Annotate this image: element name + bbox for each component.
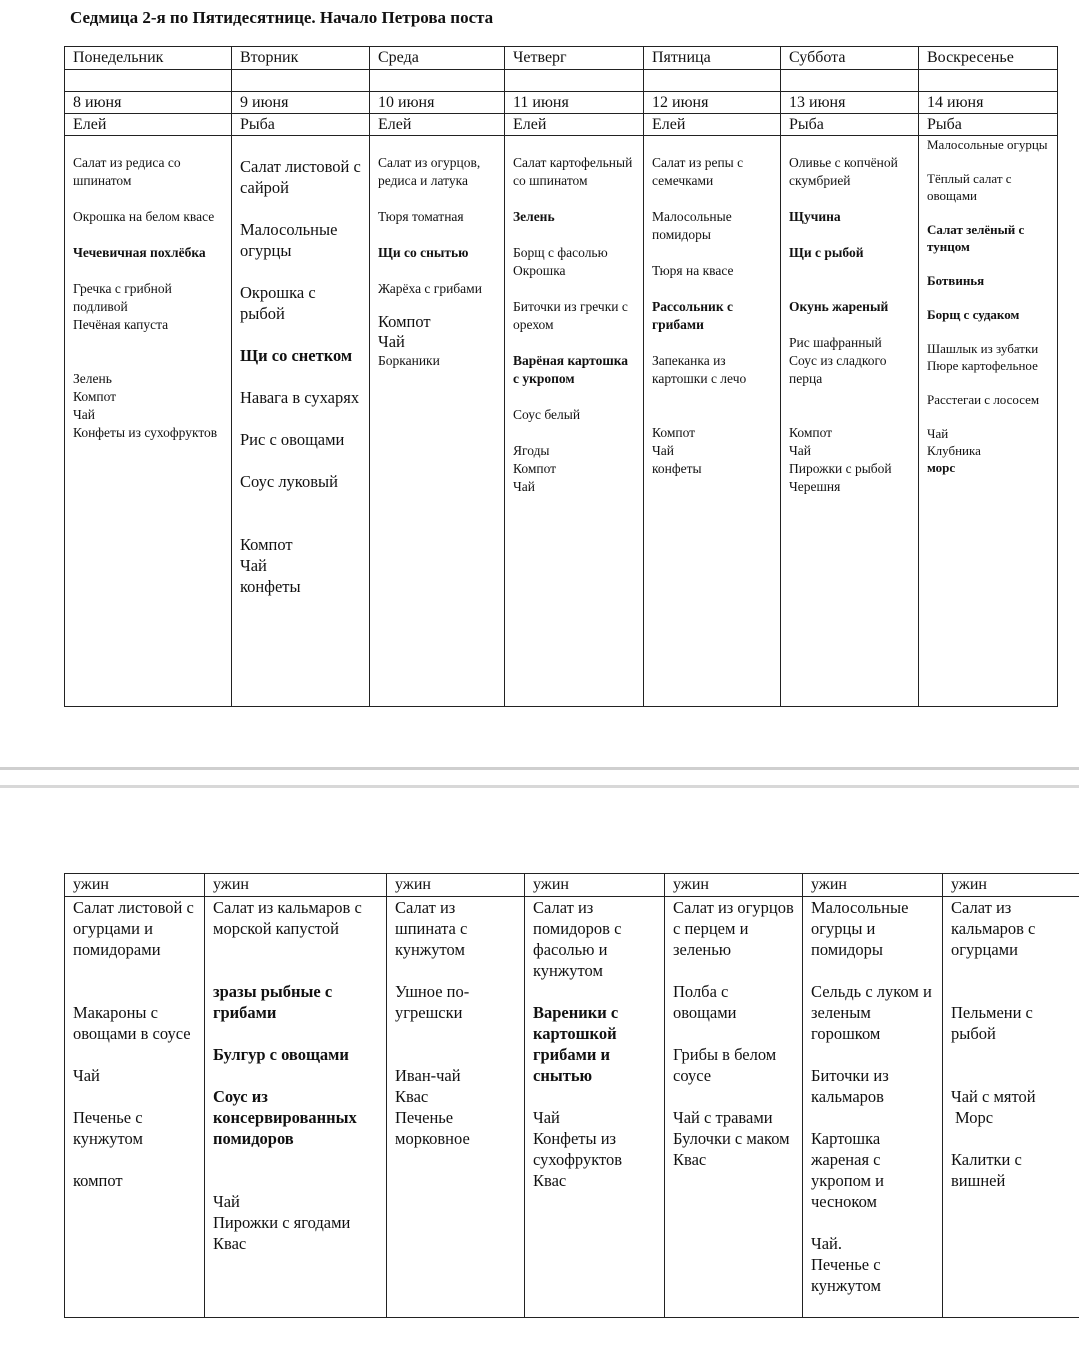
- menu-item: Оливье с копчёной скумбрией: [789, 155, 898, 188]
- weekday-header-row: [65, 47, 1058, 70]
- dinner-cell-3: [387, 897, 525, 1318]
- menu-item: Конфеты из сухофруктов: [73, 425, 218, 440]
- day-header: Воскресенье: [919, 47, 1058, 70]
- menu-item: Чай: [789, 443, 811, 458]
- menu-cell-sunday: [919, 136, 1058, 707]
- menu-item: Расстегаи с лососем: [927, 392, 1040, 407]
- menu-item: Ушное по-угрешски: [395, 982, 470, 1022]
- menu-item: Шашлык из зубатки: [927, 341, 1039, 356]
- menu-item: Пельмени с рыбой: [951, 1003, 1033, 1043]
- menu-item: Полба с овощами: [673, 982, 737, 1022]
- dinner-cell-2: [205, 897, 387, 1318]
- menu-item: Пирожки с рыбой: [789, 461, 892, 476]
- menu-item: Окрошка на белом квасе: [73, 209, 215, 224]
- menu-item: Квас: [533, 1171, 567, 1190]
- menu-item: Компот: [513, 461, 557, 476]
- menu-item: Гречка с грибной подливой: [73, 281, 172, 314]
- menu-cell-wednesday: [370, 136, 505, 707]
- menu-item: Борщ с судаком: [927, 307, 1020, 322]
- date-cell: 11 июня: [505, 92, 644, 114]
- dinner-cell-5: [665, 897, 803, 1318]
- menu-item: Печенье с кунжутом: [73, 1108, 143, 1148]
- menu-item: Картошка жареная с укропом и чесноком: [811, 1129, 884, 1211]
- fasting-kind-cell: Рыба: [781, 114, 919, 136]
- dinner-header: ужин: [65, 874, 205, 897]
- menu-item: морс: [927, 460, 956, 475]
- menu-item: Ботвинья: [927, 273, 985, 288]
- menu-item: Биточки из кальмаров: [811, 1066, 889, 1106]
- menu-item: Чай.: [811, 1234, 843, 1253]
- menu-item: Салат листовой с огурцами и помидорами: [73, 898, 194, 959]
- menu-cell-tuesday: [232, 136, 370, 707]
- menu-item: Рассольник с грибами: [652, 299, 733, 332]
- dinner-header: ужин: [803, 874, 943, 897]
- day-header: Пятница: [644, 47, 781, 70]
- menu-item: Компот: [240, 535, 293, 554]
- menu-item: Пирожки с ягодами: [213, 1213, 351, 1232]
- page-separator: [0, 785, 1079, 788]
- menu-item: Малосольные огурцы: [240, 220, 338, 260]
- menu-item: Печенье с кунжутом: [811, 1255, 881, 1295]
- day-header: Суббота: [781, 47, 919, 70]
- menu-item: Салат из помидоров с фасолью и кунжутом: [533, 898, 622, 980]
- fasting-kind-cell: Елей: [505, 114, 644, 136]
- dinner-cell-4: [525, 897, 665, 1318]
- menu-item: Салат листовой с сайрой: [240, 157, 361, 197]
- menu-item: Тюря томатная: [378, 209, 464, 224]
- dinner-table: [64, 873, 1079, 1318]
- menu-item: Пюре картофельное: [927, 358, 1038, 373]
- menu-item: Чай: [213, 1192, 240, 1211]
- fasting-kind-cell: Рыба: [232, 114, 370, 136]
- date-row: [65, 92, 1058, 114]
- menu-item: Компот: [789, 425, 833, 440]
- day-header: Четверг: [505, 47, 644, 70]
- menu-item: Борканики: [378, 353, 440, 368]
- date-cell: 13 июня: [781, 92, 919, 114]
- menu-item: Ягоды: [513, 443, 550, 458]
- menu-item: Окрошка с рыбой: [240, 283, 316, 323]
- date-cell: 14 июня: [919, 92, 1058, 114]
- menu-item: Чай: [73, 407, 95, 422]
- fasting-kind-cell: Рыба: [919, 114, 1058, 136]
- menu-item: Щи со снытью: [378, 245, 469, 260]
- menu-item: Салат зелёный с тунцом: [927, 222, 1025, 254]
- page-title: Седмица 2-я по Пятидесятнице. Начало Петрова поста: [70, 8, 494, 27]
- menu-item: Варёная картошка с укропом: [513, 353, 629, 386]
- menu-row: [65, 136, 1058, 707]
- menu-item: Салат из огурцов с перцем и зеленью: [673, 898, 794, 959]
- dinner-header: ужин: [387, 874, 525, 897]
- menu-item: Малосольные огурцы: [927, 137, 1048, 152]
- fasting-kind-cell: Елей: [65, 114, 232, 136]
- menu-item: Компот: [378, 312, 431, 331]
- dinner-header-row: [65, 874, 1079, 897]
- menu-item: Борщ с фасолью: [513, 245, 608, 260]
- menu-item: зразы рыбные с грибами: [213, 982, 333, 1022]
- menu-item: Зелень: [73, 371, 112, 386]
- day-header: Среда: [370, 47, 505, 70]
- menu-item: Чай: [533, 1108, 560, 1127]
- menu-item: Щучина: [789, 209, 841, 224]
- dinner-header: ужин: [665, 874, 803, 897]
- dinner-header: ужин: [205, 874, 387, 897]
- menu-item: Клубника: [927, 443, 981, 458]
- menu-item: Иван-чай: [395, 1066, 461, 1085]
- menu-item: Салат из репы с семечками: [652, 155, 744, 188]
- menu-item: Морс: [955, 1108, 994, 1127]
- menu-item: Компот: [73, 389, 117, 404]
- menu-item: Чай с мятой: [951, 1087, 1036, 1106]
- menu-item: Салат из редиса со шпинатом: [73, 155, 181, 188]
- blank-row: [65, 70, 1058, 92]
- menu-item: Грибы в белом соусе: [673, 1045, 777, 1085]
- menu-item: Чай: [927, 426, 949, 441]
- menu-item: Чай: [378, 332, 405, 351]
- menu-item: Жарёха с грибами: [378, 281, 482, 296]
- day-header: Понедельник: [65, 47, 232, 70]
- fasting-kind-cell: Елей: [644, 114, 781, 136]
- menu-item: Квас: [673, 1150, 707, 1169]
- menu-cell-saturday: [781, 136, 919, 707]
- menu-item: Щи с рыбой: [789, 245, 864, 260]
- menu-item: Салат из кальмаров с морской капустой: [213, 898, 362, 938]
- menu-item: Чай: [240, 556, 267, 575]
- date-cell: 9 июня: [232, 92, 370, 114]
- fasting-kind-row: [65, 114, 1058, 136]
- menu-item: конфеты: [652, 461, 702, 476]
- menu-table-week: [64, 46, 1058, 707]
- menu-item: Малосольные помидоры: [652, 209, 732, 242]
- menu-item: Чай: [513, 479, 535, 494]
- menu-item: Малосольные огурцы и помидоры: [811, 898, 909, 959]
- date-cell: 8 июня: [65, 92, 232, 114]
- dinner-cell-6: [803, 897, 943, 1318]
- menu-item: Соус из консервированных помидоров: [213, 1087, 357, 1148]
- menu-item: Печенье морковное: [395, 1108, 470, 1148]
- menu-item: конфеты: [240, 577, 301, 596]
- menu-item: Тёплый салат с овощами: [927, 171, 1012, 203]
- menu-item: Салат из огурцов, редиса и латука: [378, 155, 481, 188]
- menu-item: Зелень: [513, 209, 555, 224]
- menu-item: Салат из шпината с кунжутом: [395, 898, 468, 959]
- menu-item: Чай: [73, 1066, 100, 1085]
- menu-item: Соус белый: [513, 407, 581, 422]
- menu-item: Квас: [395, 1087, 429, 1106]
- menu-item: Квас: [213, 1234, 247, 1253]
- menu-cell-friday: [644, 136, 781, 707]
- day-header: Вторник: [232, 47, 370, 70]
- fasting-kind-cell: Елей: [370, 114, 505, 136]
- menu-item: Биточки из гречки с орехом: [513, 299, 628, 332]
- menu-item: Соус луковый: [240, 472, 338, 491]
- menu-item: Соус из сладкого перца: [789, 353, 887, 386]
- page-separator: [0, 767, 1079, 770]
- menu-item: Булгур с овощами: [213, 1045, 349, 1064]
- date-cell: 12 июня: [644, 92, 781, 114]
- menu-item: Рис с овощами: [240, 430, 345, 449]
- dinner-row: [65, 897, 1079, 1318]
- menu-item: Чай с травами: [673, 1108, 773, 1127]
- menu-item: Навага в сухарях: [240, 388, 360, 407]
- menu-item: Щи со снетком: [240, 346, 353, 365]
- menu-item: Булочки с маком: [673, 1129, 790, 1148]
- dinner-cell-1: [65, 897, 205, 1318]
- dinner-header: ужин: [525, 874, 665, 897]
- menu-cell-thursday: [505, 136, 644, 707]
- menu-item: Макароны с овощами в соусе: [73, 1003, 191, 1043]
- dinner-cell-7: [943, 897, 1079, 1318]
- menu-item: Чай: [652, 443, 674, 458]
- menu-item: Окунь жареный: [789, 299, 889, 314]
- menu-item: Тюря на квасе: [652, 263, 734, 278]
- menu-item: Компот: [652, 425, 696, 440]
- menu-item: Черешня: [789, 479, 841, 494]
- menu-item: Сельдь с луком и зеленым горошком: [811, 982, 932, 1043]
- menu-item: компот: [73, 1171, 123, 1190]
- menu-item: Вареники с картошкой грибами и снытью: [533, 1003, 619, 1085]
- dinner-header: ужин: [943, 874, 1079, 897]
- menu-item: Чечевичная похлёбка: [73, 245, 206, 260]
- menu-item: Конфеты из сухофруктов: [533, 1129, 623, 1169]
- date-cell: 10 июня: [370, 92, 505, 114]
- menu-item: Калитки с вишней: [951, 1150, 1022, 1190]
- menu-cell-monday: [65, 136, 232, 707]
- menu-item: Запеканка из картошки с лечо: [652, 353, 747, 386]
- menu-item: Салат картофельный со шпинатом: [513, 155, 633, 188]
- menu-item: Рис шафранный: [789, 335, 882, 350]
- menu-item: Окрошка: [513, 263, 566, 278]
- menu-item: Салат из кальмаров с огурцами: [951, 898, 1036, 959]
- menu-item: Печёная капуста: [73, 317, 169, 332]
